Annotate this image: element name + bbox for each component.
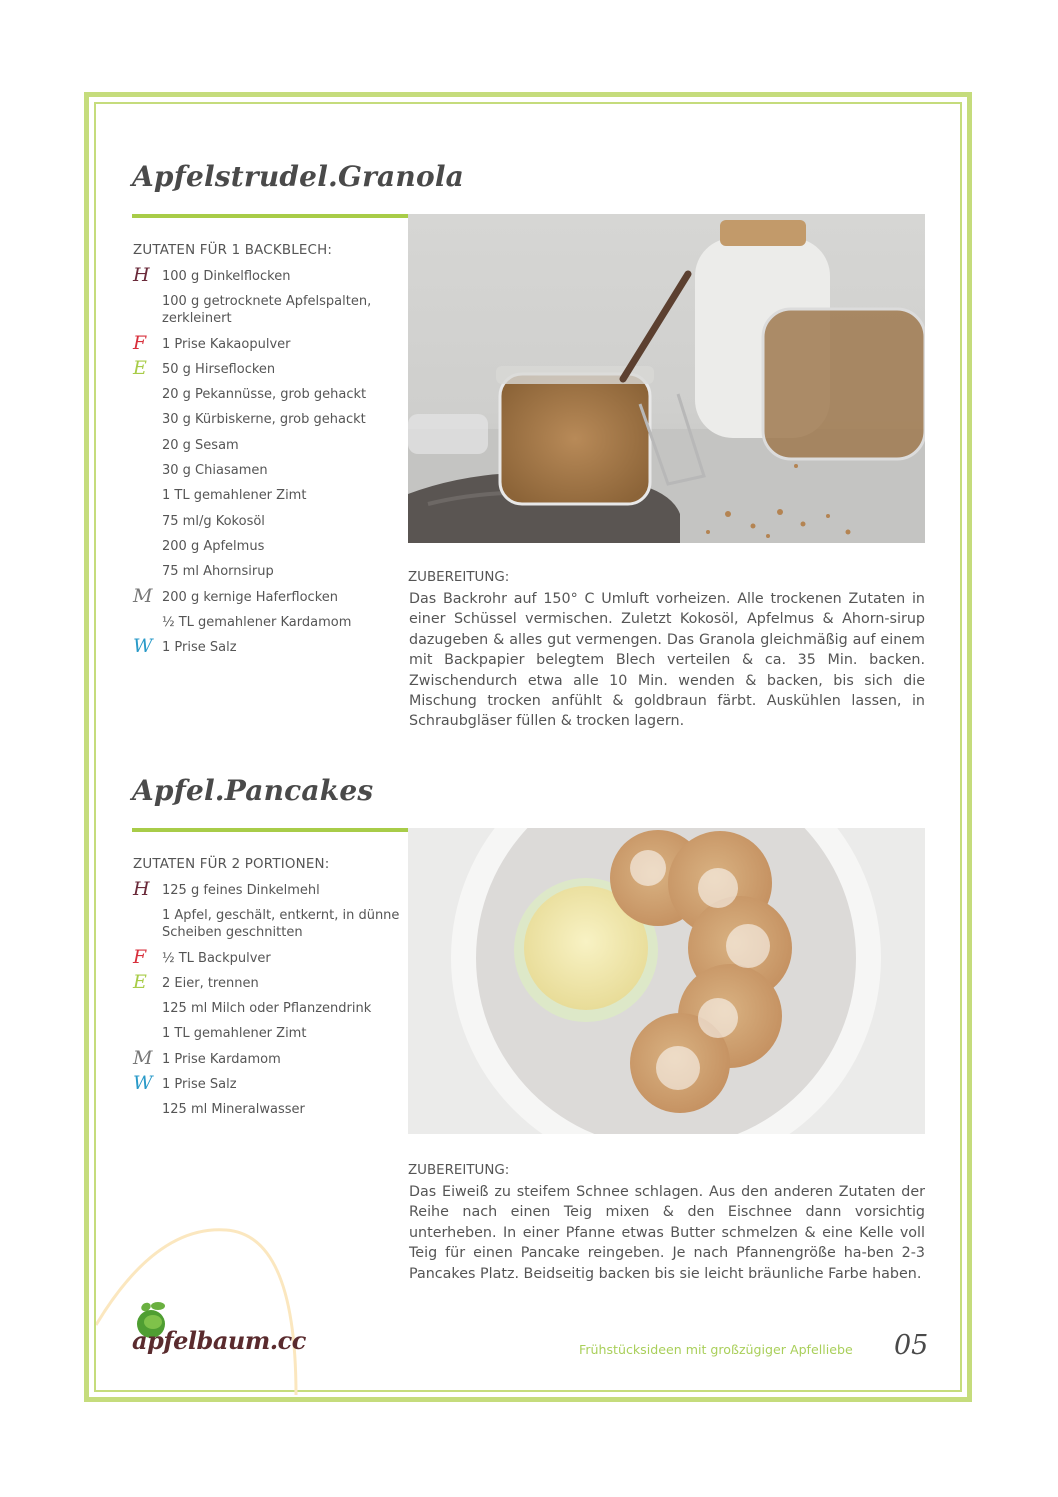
pancakes-photo bbox=[408, 828, 925, 1134]
ingredient-item bbox=[133, 1072, 403, 1095]
ingredient-item bbox=[133, 584, 403, 607]
preparation-header-granola: ZUBEREITUNG: bbox=[408, 570, 510, 585]
ingredient-text: 30 g Chiasamen bbox=[162, 463, 268, 479]
ingredient-text: 1 TL gemahlener Zimt bbox=[162, 488, 307, 504]
ingredient-item bbox=[133, 1101, 403, 1118]
ingredient-text: 75 ml/g Kokosöl bbox=[162, 513, 265, 529]
ingredient-text: 20 g Sesam bbox=[162, 437, 239, 453]
ingredient-text: 1 Prise Salz bbox=[162, 1077, 237, 1093]
ingredient-item bbox=[133, 386, 403, 403]
ingredient-text: 100 g Dinkelflocken bbox=[162, 269, 291, 284]
ingredient-item bbox=[133, 411, 403, 428]
ingredient-text: 100 g getrocknete Apfelspalten, zerkleinert bbox=[162, 294, 372, 327]
letter-e-icon: E bbox=[133, 356, 147, 379]
pancakes-illustration bbox=[408, 828, 925, 1134]
title-underline bbox=[132, 214, 408, 218]
ingredient-text: 1 Prise Kardamom bbox=[162, 1051, 281, 1067]
preparation-header-pancakes: ZUBEREITUNG: bbox=[408, 1163, 510, 1178]
ingredient-text: 30 g Kürbiskerne, grob gehackt bbox=[162, 412, 366, 428]
granola-illustration bbox=[408, 214, 925, 543]
letter-m-icon: M bbox=[133, 584, 153, 607]
page-number: 05 bbox=[894, 1330, 929, 1361]
ingredient-list-pancakes bbox=[133, 878, 403, 1127]
letter-w-icon: W bbox=[133, 635, 153, 658]
ingredient-item bbox=[133, 635, 403, 658]
ingredient-item bbox=[133, 1000, 403, 1017]
ingredient-item bbox=[133, 970, 403, 993]
decorative-arc bbox=[96, 1205, 316, 1395]
ingredient-text: 125 ml Milch oder Pflanzendrink bbox=[162, 1001, 372, 1017]
ingredient-item bbox=[133, 1046, 403, 1069]
ingredient-text: 20 g Pekannüsse, grob gehackt bbox=[162, 387, 367, 403]
letter-h-icon: H bbox=[133, 264, 150, 286]
recipe-title-pancakes: Apfel.Pancakes bbox=[132, 774, 374, 807]
letter-m-icon: M bbox=[133, 1046, 153, 1069]
ingredient-item bbox=[133, 487, 403, 504]
ingredient-item bbox=[133, 356, 403, 379]
ingredient-item bbox=[133, 614, 403, 631]
preparation-text-pancakes: Das Eiweiß zu steifem Schnee schlagen. Aus den anderen Zutaten der Reihe nach einen Teig mixen & den Eischnee dann vorsichtig unterheben. In einer Pfanne etwas Butter schmelzen & eine Kelle voll Teig für einen Pancake reingeben. Je nach Pfannengröße ha-ben 2-3 Pancakes Platz. Beidseitig backen bis sie leicht bräunliche Farbe haben. bbox=[409, 1184, 925, 1282]
ingredient-text: 1 Prise Kakaopulver bbox=[162, 336, 291, 352]
ingredient-item bbox=[133, 538, 403, 555]
ingredient-text: 75 ml Ahornsirup bbox=[162, 564, 274, 580]
ingredient-item bbox=[133, 907, 403, 941]
ingredient-text: 1 TL gemahlener Zimt bbox=[162, 1026, 307, 1042]
ingredient-item bbox=[133, 264, 403, 286]
ingredient-item bbox=[133, 878, 403, 900]
letter-f-icon: F bbox=[133, 945, 147, 968]
ingredient-text: 50 g Hirseflocken bbox=[162, 361, 276, 377]
ingredient-text: 1 Apfel, geschält, entkernt, in dünne Scheiben geschnitten bbox=[162, 908, 400, 941]
letter-w-icon: W bbox=[133, 1072, 153, 1095]
ingredient-text: 125 ml Mineralwasser bbox=[162, 1102, 305, 1118]
ingredient-text: 1 Prise Salz bbox=[162, 640, 237, 656]
ingredient-item bbox=[133, 293, 403, 327]
ingredient-text: ½ TL gemahlener Kardamom bbox=[162, 614, 352, 630]
title-underline bbox=[132, 828, 408, 832]
footer-tagline: Frühstücksideen mit großzügiger Apfelliebe bbox=[579, 1342, 853, 1357]
ingredient-item bbox=[133, 1025, 403, 1042]
letter-e-icon: E bbox=[133, 970, 147, 993]
ingredient-text: 2 Eier, trennen bbox=[162, 975, 259, 991]
ingredients-header-granola: ZUTATEN FÜR 1 BACKBLECH: bbox=[133, 243, 333, 258]
ingredient-text: 200 g kernige Haferflocken bbox=[162, 589, 338, 605]
ingredient-item bbox=[133, 513, 403, 530]
logo-wordmark: apfelbaum.cc bbox=[132, 1326, 306, 1355]
ingredient-text: 200 g Apfelmus bbox=[162, 538, 265, 554]
ingredients-header-pancakes: ZUTATEN FÜR 2 PORTIONEN: bbox=[133, 857, 330, 872]
letter-f-icon: F bbox=[133, 331, 147, 354]
ingredient-text: 125 g feines Dinkelmehl bbox=[162, 883, 320, 898]
ingredient-list-granola bbox=[133, 264, 403, 664]
ingredient-item bbox=[133, 563, 403, 580]
granola-photo bbox=[408, 214, 925, 543]
preparation-text-granola: Das Backrohr auf 150° C Umluft vorheizen. Alle trockenen Zutaten in einer Schüssel vermischen. Zuletzt Kokosöl, Apfelmus & Ahorn-sirup dazugeben & alles gut vermengen. Das Granola gleichmäßig auf einem mit Backpapier belegtem Blech verteilen & ca. 35 Min. backen. Zwischendurch etwa alle 10 Min. wenden & backen, bis sich die Mischung trocken anfühlt & goldbraun färbt. Auskühlen lassen, in Schraubgläser füllen & trocken lagern. bbox=[409, 591, 925, 730]
recipe-title-granola: Apfelstrudel.Granola bbox=[132, 160, 465, 193]
ingredient-item bbox=[133, 462, 403, 479]
ingredient-item bbox=[133, 331, 403, 354]
ingredient-item bbox=[133, 437, 403, 454]
ingredient-item bbox=[133, 945, 403, 968]
ingredient-text: ½ TL Backpulver bbox=[162, 950, 271, 966]
letter-h-icon: H bbox=[133, 878, 150, 900]
